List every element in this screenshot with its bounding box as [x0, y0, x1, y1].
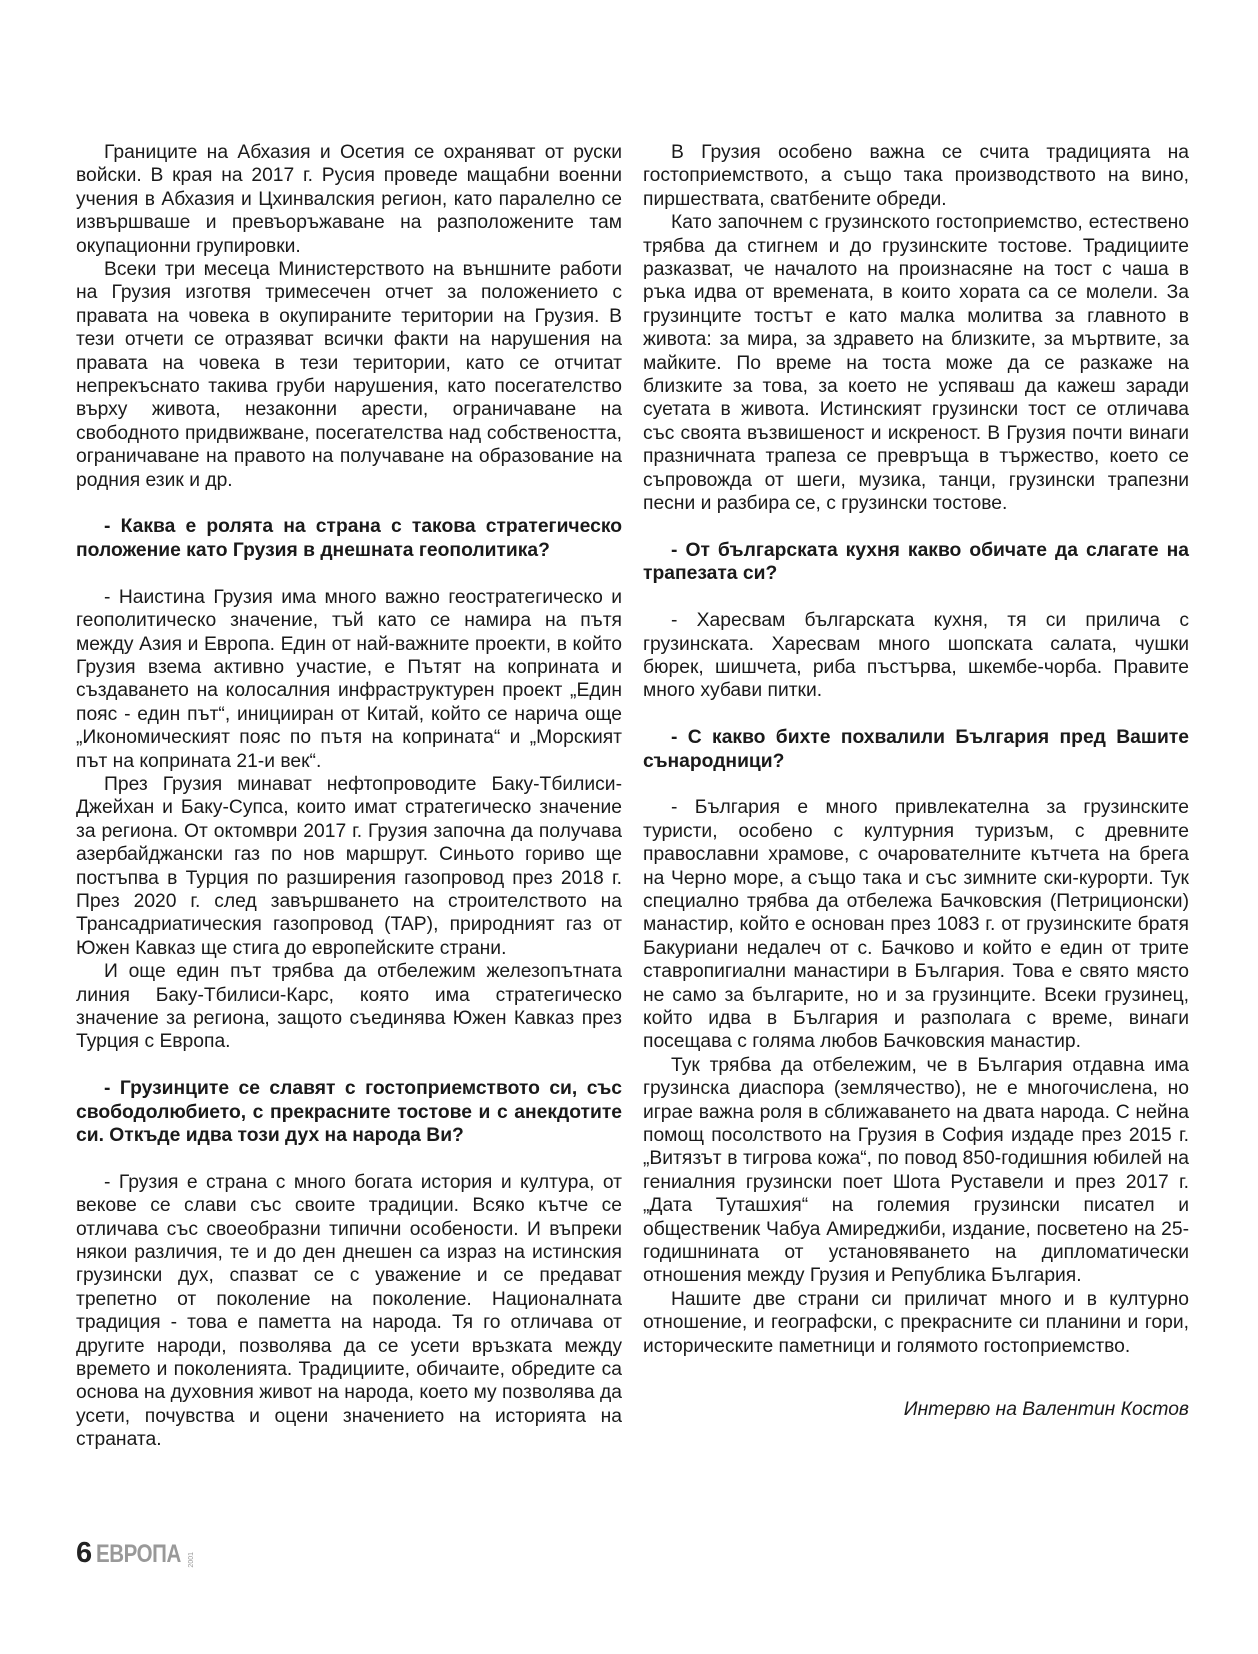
paragraph: - Грузия е страна с много богата история и култура, от векове се слави със своите традиции. Всяко кътче се отличава със своеобразни типични особености. И въпреки някои различия, те и до ден днешен са израз на истинския грузински дух, спазват се с уважение и се предават трепетно от поколение на поколение. Националната традиция - това е паметта на народа. Тя го отличава от другите народи, позволява да се усети връзката между времето и поколенията. Традициите, обичаите, обредите са основа на духовния живот на народа, което му позволява да усети, почувства и оцени значението на историята на страната.	[76, 1171, 622, 1451]
right-column	[643, 141, 1189, 1421]
interview-question: - Грузинците се славят с гостоприемството си, със свободолюбието, с прекрасните тостове и с анекдотите си. Откъде идва този дух на народа Ви?	[76, 1078, 622, 1147]
paragraph: В Грузия особено важна се счита традицията на гостоприемството, а също така производството на вино, пиршествата, сватбените обреди.	[643, 142, 1189, 210]
paragraph: Границите на Абхазия и Осетия се охраняват от руски войски. В края на 2017 г. Русия проведе мащабни военни учения в Абхазия и Цхинвалския регион, като паралелно се извършваше и превъоръжаване на разположените там окупационни групировки.	[76, 142, 622, 257]
left-column	[76, 141, 622, 1452]
paragraph: Нашите две страни си приличат много и в културно отношение, и географски, с прекрасните си планини и гори, историческите паметници и голямото гостоприемство.	[643, 1288, 1189, 1357]
page-footer	[76, 1534, 196, 1568]
paragraph: През Грузия минават нефтопроводите Баку-Тбилиси-Джейхан и Баку-Супса, които имат стратегическо значение за региона. От октомври 2017 г. Грузия започна да получава азербайджански газ по нов маршрут. Синьото гориво ще постъпва в Турция по разширения газопровод през 2018 г. През 2020 г. след завършването на строителството на Трансадриатическия газопровод (TAP), природният газ от Южен Кавказ ще стига до европейските страни.	[76, 773, 622, 959]
magazine-logo	[96, 1541, 196, 1568]
page-number: 6	[76, 1537, 93, 1569]
paragraph: - Наистина Грузия има много важно геостратегическо и геополитическо значение, тъй като се намира на пътя между Азия и Европа. Един от най-важните проекти, в който Грузия взема активно участие, е Пътят на коприната и създаването на колосалния инфраструктурен проект „Един пояс - един път“, иницииран от Китай, който се нарича още „Икономическият пояс по пътя на коприната“ и „Морският път на коприната 21-и век“.	[76, 586, 622, 772]
interview-question: - От българската кухня какво обичате да слагате на трапезата си?	[643, 539, 1189, 585]
author-signature: Интервю на Валентин Костов	[903, 1399, 1189, 1421]
logo-subtext: 2001	[187, 1552, 195, 1568]
paragraph: И още един път трябва да отбележим железопътната линия Баку-Тбилиси-Карс, която има стратегическо значение за региона, защото съединява Южен Кавказ през Турция с Европа.	[76, 961, 622, 1053]
logo-text: ЕВРОПА	[96, 1540, 182, 1568]
interview-question: - С какво бихте похвалили България пред Вашите сънародници?	[643, 727, 1189, 772]
interview-question: - Каква е ролята на страна с такова стратегическо положение като Грузия в днешната геополитика?	[76, 516, 622, 561]
paragraph: Всеки три месеца Министерството на външните работи на Грузия изготвя тримесечен отчет за положението с правата на човека в окупираните територии на Грузия. В тези отчети се отразяват всички факти на нарушения на правата на човека в тези територии, като се отчитат непрекъснато такива груби нарушения, като посегателство върху живота, незаконни арести, ограничаване на свободното придвижване, посегателства над собствеността, ограничаване на правото на получаване на образование на родния език и др.	[76, 259, 622, 491]
paragraph: Тук трябва да отбележим, че в България отдавна има грузинска диаспора (землячество), не е многочислена, но играе важна роля в сближаването на двата народа. С нейна помощ посолството на Грузия в София издаде през 2015 г. „Витязът в тигрова кожа“, по повод 850-годишния юбилей на гениалния грузински поет Шота Руставели и през 2017 г. „Дата Туташхия“ на големия грузински писател и общественик Чабуа Амиреджиби, издание, посветено на 25-годишнината от установяването на дипломатически отношения между Грузия и Република България.	[643, 1054, 1189, 1287]
paragraph: Като започнем с грузинското гостоприемство, естествено трябва да стигнем и до грузинските тостове. Традициите разказват, че началото на произнасяне на тост с чаша в ръка идва от времената, в които хората са се молели. За грузинците тостът е като малка молитва за главното в живота: за мира, за здравето на близките, за мъртвите, за майките. По време на тоста може да се разкаже на близките за това, за което не успяваш да кажеш заради суетата в живота. Истинският грузински тост се отличава със своята възвишеност и искреност. В Грузия почти винаги празничната трапеза се превръща в тържество, което се съпровожда от шеги, музика, танци, грузински трапезни песни и разбира се, с грузински тостове.	[643, 212, 1189, 515]
paragraph: - Харесвам българската кухня, тя си прилича с грузинската. Харесвам много шопската салата, чушки бюрек, шишчета, риба пъстърва, шкембе-чорба. Правите много хубави питки.	[643, 610, 1189, 702]
paragraph: - България е много привлекателна за грузинските туристи, особено с културния туризъм, с древните православни храмове, с очарователните кътчета на брега на Черно море, а също така и със зимните ски-курорти. Тук специално трябва да отбележа Бачковския (Петриционски) манастир, който е основан през 1083 г. от грузинските братя Бакуриани недалеч от с. Бачково и който е един от трите ставропигиални манастири в България. Това е свято място не само за българите, но и за грузинците. Всеки грузинец, който идва в България и разполага с време, винаги посещава с голяма любов Бачковския манастир.	[643, 797, 1189, 1053]
